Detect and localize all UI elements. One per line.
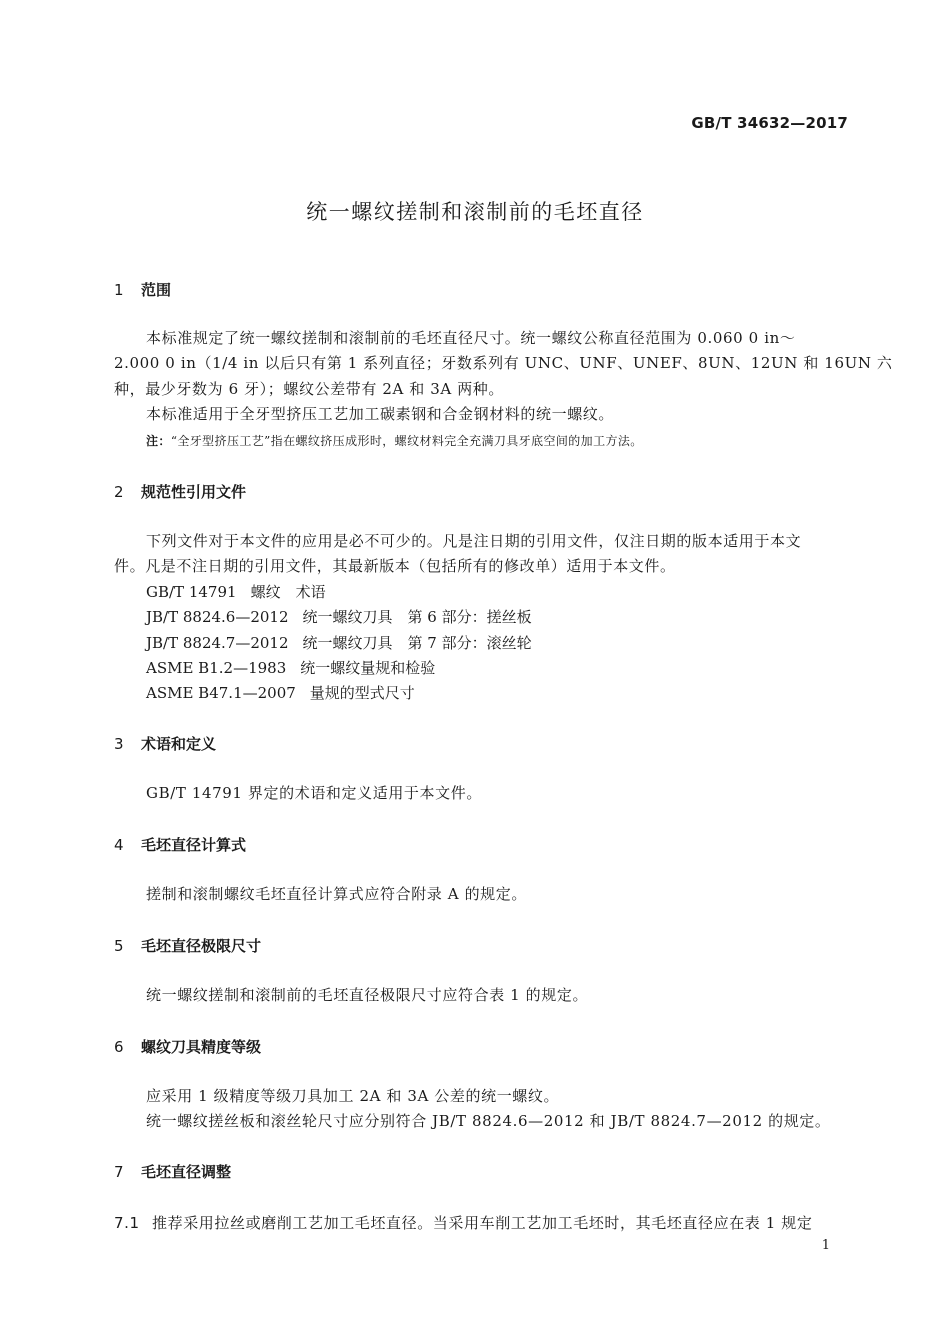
reference-code: ASME B1.2—1983 xyxy=(146,659,287,677)
clause-text: 推荐采用拉丝或磨削工艺加工毛坯直径。当采用车削工艺加工毛坯时，其毛坯直径应在表 1 规定 xyxy=(152,1214,813,1232)
section-title: 螺纹刀具精度等级 xyxy=(141,1038,262,1056)
clause-7-1 xyxy=(114,1212,812,1233)
reference-item xyxy=(146,606,532,627)
section-number: 3 xyxy=(114,735,124,753)
section-title: 毛坯直径极限尺寸 xyxy=(141,937,262,955)
reference-item xyxy=(146,682,415,703)
section-3-heading xyxy=(114,733,216,754)
section-title: 毛坯直径调整 xyxy=(141,1163,232,1181)
reference-title: 统一螺纹刀具 第 7 部分：滚丝轮 xyxy=(302,634,532,652)
reference-title: 统一螺纹量规和检验 xyxy=(300,659,436,677)
section-number: 4 xyxy=(114,836,124,854)
reference-item xyxy=(146,632,532,653)
reference-code: JB/T 8824.7—2012 xyxy=(146,634,289,652)
page-number: 1 xyxy=(821,1238,830,1253)
section-4-heading xyxy=(114,834,246,855)
section-7-heading xyxy=(114,1161,231,1182)
section-title: 范围 xyxy=(141,281,172,299)
clause-number: 7.1 xyxy=(114,1214,140,1232)
reference-item xyxy=(146,657,435,678)
paragraph-line: 统一螺纹搓制和滚制前的毛坯直径极限尺寸应符合表 1 的规定。 xyxy=(146,986,589,1004)
section-2-heading xyxy=(114,481,246,502)
reference-title: 螺纹 术语 xyxy=(250,583,326,601)
paragraph-line: 统一螺纹搓丝板和滚丝轮尺寸应分别符合 JB/T 8824.6—2012 和 JB/T 8824.7—2012 的规定。 xyxy=(146,1112,831,1130)
paragraph-line: 应采用 1 级精度等级刀具加工 2A 和 3A 公差的统一螺纹。 xyxy=(146,1087,560,1105)
note-text: “全牙型挤压工艺”指在螺纹挤压成形时，螺纹材料完全充满刀具牙底空间的加工方法。 xyxy=(170,434,643,448)
reference-title: 量规的型式尺寸 xyxy=(309,684,415,702)
section-number: 7 xyxy=(114,1163,124,1181)
section-number: 6 xyxy=(114,1038,124,1056)
paragraph-line: 2.000 0 in（1/4 in 以后只有第 1 系列直径；牙数系列有 UNC、UNF、UNEF、8UN、12UN 和 16UN 六 xyxy=(114,354,893,372)
section-number: 1 xyxy=(114,281,124,299)
standard-code: GB/T 34632—2017 xyxy=(691,114,848,132)
document-title: 统一螺纹搓制和滚制前的毛坯直径 xyxy=(306,200,644,224)
reference-code: JB/T 8824.6—2012 xyxy=(146,608,289,626)
reference-item xyxy=(146,581,326,602)
paragraph-line: 件。凡是不注日期的引用文件，其最新版本（包括所有的修改单）适用于本文件。 xyxy=(114,557,676,575)
paragraph-line: GB/T 14791 界定的术语和定义适用于本文件。 xyxy=(146,784,482,802)
reference-title: 统一螺纹刀具 第 6 部分：搓丝板 xyxy=(302,608,532,626)
paragraph-line: 种，最少牙数为 6 牙）；螺纹公差带有 2A 和 3A 两种。 xyxy=(114,380,505,398)
reference-code: ASME B47.1—2007 xyxy=(146,684,296,702)
paragraph-line: 下列文件对于本文件的应用是必不可少的。凡是注日期的引用文件，仅注日期的版本适用于本文 xyxy=(146,532,802,550)
note xyxy=(146,432,643,449)
section-title: 毛坯直径计算式 xyxy=(141,836,247,854)
paragraph-line: 搓制和滚制螺纹毛坯直径计算式应符合附录 A 的规定。 xyxy=(146,885,527,903)
reference-code: GB/T 14791 xyxy=(146,583,237,601)
paragraph-line: 本标准适用于全牙型挤压工艺加工碳素钢和合金钢材料的统一螺纹。 xyxy=(146,405,615,423)
section-5-heading xyxy=(114,935,261,956)
paragraph-line: 本标准规定了统一螺纹搓制和滚制前的毛坯直径尺寸。统一螺纹公称直径范围为 0.060 0 in～ xyxy=(146,329,796,347)
section-number: 5 xyxy=(114,937,124,955)
section-title: 术语和定义 xyxy=(141,735,217,753)
section-1-heading xyxy=(114,279,171,300)
note-label: 注： xyxy=(146,434,171,448)
section-6-heading xyxy=(114,1036,261,1057)
section-title: 规范性引用文件 xyxy=(141,483,247,501)
section-number: 2 xyxy=(114,483,124,501)
